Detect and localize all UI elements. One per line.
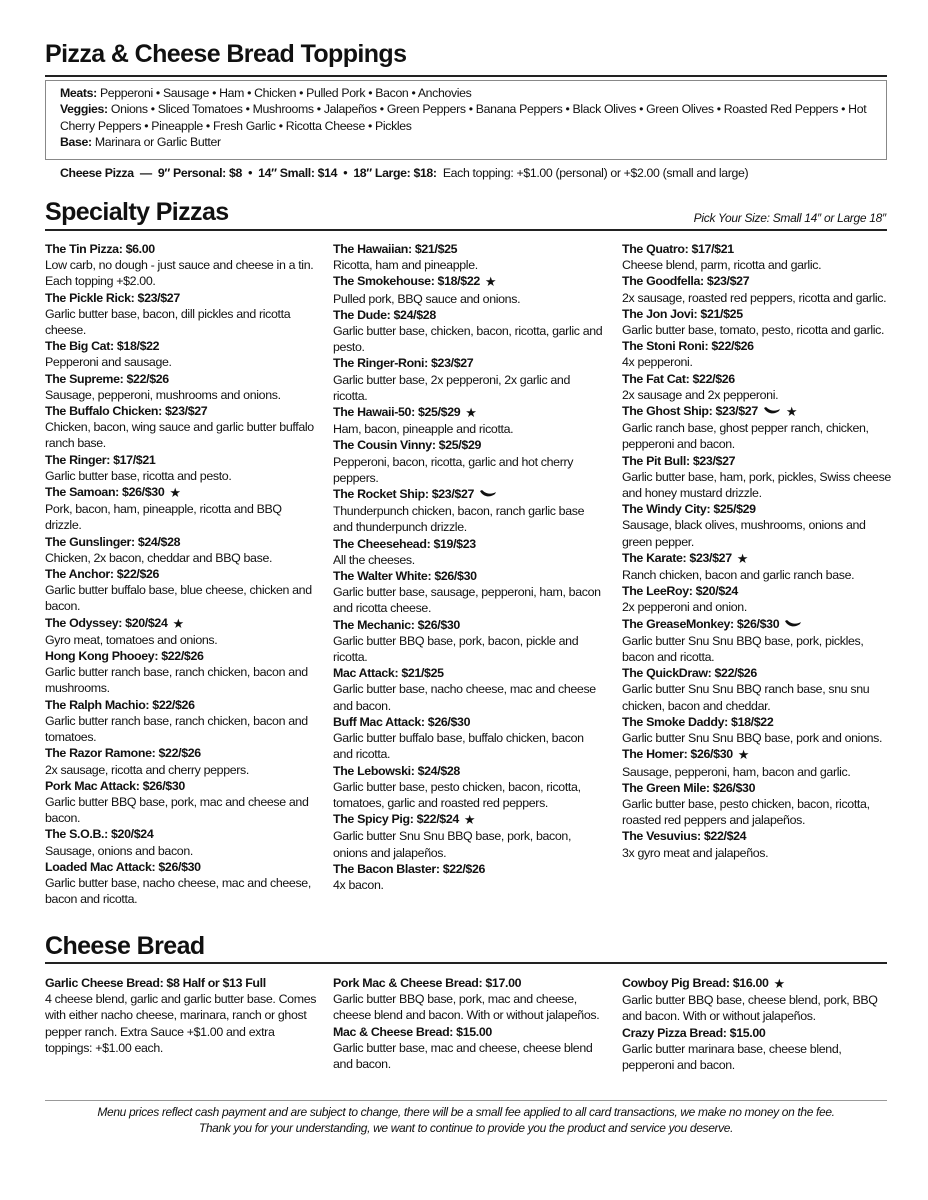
item-title: The Ringer: $17/$21 bbox=[45, 452, 156, 467]
item-title: The Smoke Daddy: $18/$22 bbox=[622, 714, 774, 729]
item-description: 4x pepperoni. bbox=[622, 355, 693, 370]
menu-item bbox=[45, 403, 317, 452]
menu-item bbox=[45, 241, 317, 290]
item-description: Gyro meat, tomatoes and onions. bbox=[45, 632, 218, 647]
menu-item bbox=[45, 534, 317, 566]
item-title: Cowboy Pig Bread: $16.00 bbox=[622, 976, 769, 990]
menu-item bbox=[45, 778, 317, 827]
item-description: Garlic butter Snu Snu BBQ base, pork and onions. bbox=[622, 731, 883, 746]
cheese-pizza-line bbox=[60, 166, 748, 180]
menu-item bbox=[622, 550, 894, 583]
item-title: The Mechanic: $26/$30 bbox=[333, 617, 460, 632]
toppings-heading: Pizza & Cheese Bread Toppings bbox=[45, 40, 407, 68]
item-title: The Windy City: $25/$29 bbox=[622, 502, 756, 517]
star-icon: ★ bbox=[736, 550, 749, 566]
item-title: The GreaseMonkey: $26/$30 bbox=[622, 616, 780, 631]
item-title: The Samoan: $26/$30 bbox=[45, 485, 165, 500]
item-description: 3x gyro meat and jalapeños. bbox=[622, 845, 769, 860]
item-description: Ricotta, ham and pineapple. bbox=[333, 258, 478, 273]
item-title: The Jon Jovi: $21/$25 bbox=[622, 306, 743, 321]
item-title: The Vesuvius: $22/$24 bbox=[622, 829, 747, 844]
menu-item bbox=[333, 861, 605, 893]
star-icon: ★ bbox=[169, 485, 181, 501]
item-description: Garlic butter Snu Snu BBQ base, pork, pickles, bacon and ricotta. bbox=[622, 633, 864, 665]
star-icon: ★ bbox=[785, 404, 798, 420]
menu-item bbox=[333, 763, 605, 812]
item-title: The Big Cat: $18/$22 bbox=[45, 339, 160, 354]
menu-item bbox=[622, 583, 894, 615]
menu-item bbox=[45, 826, 317, 858]
menu-item bbox=[622, 665, 894, 714]
menu-item bbox=[333, 486, 605, 536]
item-title: The Cousin Vinny: $25/$29 bbox=[333, 438, 482, 453]
item-description: 2x sausage, roasted red peppers, ricotta and garlic. bbox=[622, 290, 887, 305]
veggies-line bbox=[60, 101, 872, 134]
item-title: Pork Mac & Cheese Bread: $17.00 bbox=[333, 976, 522, 990]
item-title: The Hawaii-50: $25/$29 bbox=[333, 405, 461, 420]
item-title: The Pit Bull: $23/$27 bbox=[622, 453, 736, 468]
menu-item bbox=[622, 501, 894, 550]
cheese-bread-column-1 bbox=[45, 975, 317, 1056]
menu-item bbox=[622, 746, 894, 779]
menu-item bbox=[45, 745, 317, 777]
item-description: Garlic butter base, 2x pepperoni, 2x garlic and ricotta. bbox=[333, 372, 571, 403]
menu-item bbox=[333, 536, 605, 568]
item-title: Buff Mac Attack: $26/$30 bbox=[333, 714, 471, 729]
cheese-pizza-prices: Cheese Pizza — 9″ Personal: $8 • 14″ Small: $14 • 18″ Large: $18: bbox=[60, 166, 437, 180]
item-description: Garlic butter buffalo base, buffalo chicken, bacon and ricotta. bbox=[333, 731, 584, 762]
menu-item bbox=[333, 1024, 605, 1073]
pepper-icon bbox=[784, 617, 802, 633]
item-description: Garlic butter base, mac and cheese, cheese blend and bacon. bbox=[333, 1040, 593, 1072]
item-description: Garlic butter BBQ base, pork, mac and cheese, cheese blend and bacon. With or without jalapeños. bbox=[333, 992, 600, 1023]
item-description: Pepperoni, bacon, ricotta, garlic and hot cherry peppers. bbox=[333, 454, 574, 485]
item-description: Thunderpunch chicken, bacon, ranch garlic base and thunderpunch drizzle. bbox=[333, 504, 585, 535]
item-description: Garlic ranch base, ghost pepper ranch, chicken, pepperoni and bacon. bbox=[622, 421, 869, 452]
item-description: Pulled pork, BBQ sauce and onions. bbox=[333, 291, 521, 306]
menu-item bbox=[45, 566, 317, 615]
menu-item bbox=[622, 616, 894, 666]
item-title: The QuickDraw: $22/$26 bbox=[622, 666, 757, 681]
item-description: Garlic butter buffalo base, blue cheese, chicken and bacon. bbox=[45, 583, 312, 614]
pepper-icon bbox=[763, 404, 781, 420]
menu-item bbox=[622, 975, 894, 1025]
item-description: Pepperoni and sausage. bbox=[45, 355, 172, 370]
item-title: The Fat Cat: $22/$26 bbox=[622, 371, 735, 386]
item-title: The Ghost Ship: $23/$27 bbox=[622, 404, 758, 419]
menu-item bbox=[622, 403, 894, 453]
cheese-bread-heading: Cheese Bread bbox=[45, 932, 205, 960]
menu-item bbox=[333, 714, 605, 763]
base-list: Marinara or Garlic Butter bbox=[94, 135, 221, 150]
item-description: Garlic butter Snu Snu BBQ ranch base, snu snu chicken, bacon and cheddar. bbox=[622, 682, 870, 713]
menu-item bbox=[333, 811, 605, 861]
menu-item bbox=[622, 714, 894, 746]
item-title: The Green Mile: $26/$30 bbox=[622, 780, 756, 795]
menu-item bbox=[333, 437, 605, 486]
star-icon: ★ bbox=[463, 812, 476, 828]
toppings-box bbox=[45, 80, 887, 160]
item-description: Garlic butter base, chicken, bacon, ricotta, garlic and pesto. bbox=[333, 324, 603, 355]
menu-item bbox=[622, 780, 894, 829]
divider bbox=[45, 962, 887, 964]
divider bbox=[45, 75, 887, 77]
item-description: Garlic butter base, tomato, pesto, ricotta and garlic. bbox=[622, 323, 885, 338]
menu-item bbox=[622, 1025, 894, 1074]
menu-item bbox=[45, 371, 317, 403]
item-title: Crazy Pizza Bread: $15.00 bbox=[622, 1025, 766, 1040]
item-description: Sausage, pepperoni, ham, bacon and garlic. bbox=[622, 764, 851, 779]
item-description: Garlic butter base, pesto chicken, bacon, ricotta, tomatoes, garlic and roasted red peppers. bbox=[333, 779, 581, 810]
item-title: The Hawaiian: $21/$25 bbox=[333, 242, 458, 256]
item-title: The Tin Pizza: $6.00 bbox=[45, 242, 155, 256]
meats-line bbox=[60, 85, 872, 101]
item-description: Sausage, onions and bacon. bbox=[45, 843, 193, 858]
menu-item bbox=[45, 648, 317, 697]
divider bbox=[45, 229, 887, 231]
item-title: The LeeRoy: $20/$24 bbox=[622, 584, 738, 599]
item-description: Ham, bacon, pineapple and ricotta. bbox=[333, 422, 514, 437]
menu-item bbox=[333, 355, 605, 404]
topping-price: Each topping: +$1.00 (personal) or +$2.00 (small and large) bbox=[442, 166, 749, 180]
specialty-column-2 bbox=[333, 241, 605, 893]
specialty-column-1 bbox=[45, 241, 317, 907]
menu-item bbox=[333, 617, 605, 666]
base-label: Base: bbox=[60, 135, 92, 150]
item-title: Mac & Cheese Bread: $15.00 bbox=[333, 1024, 492, 1039]
item-description: 2x sausage and 2x pepperoni. bbox=[622, 387, 779, 402]
base-line bbox=[60, 134, 872, 150]
item-description: Garlic butter base, ham, pork, pickles, Swiss cheese and honey mustard drizzle. bbox=[622, 469, 891, 501]
item-description: Garlic butter BBQ base, cheese blend, pork, BBQ and bacon. With or without jalapeños. bbox=[622, 993, 878, 1024]
item-title: The Smokehouse: $18/$22 bbox=[333, 274, 480, 289]
menu-item bbox=[45, 484, 317, 534]
pepper-icon bbox=[479, 487, 497, 503]
item-title: The Anchor: $22/$26 bbox=[45, 567, 160, 582]
item-description: Garlic butter base, nacho cheese, mac and cheese, bacon and ricotta. bbox=[45, 875, 311, 907]
item-title: The Quatro: $17/$21 bbox=[622, 242, 734, 256]
footer-line-1: Menu prices reflect cash payment and are subject to change, there will be a small fee applied to all card transactions, we make no money on the fee. bbox=[97, 1105, 835, 1119]
specialty-column-3 bbox=[622, 241, 894, 861]
item-title: The Cheesehead: $19/$23 bbox=[333, 536, 476, 551]
menu-item bbox=[622, 241, 894, 273]
cheese-bread-column-2 bbox=[333, 975, 605, 1072]
item-title: The Homer: $26/$30 bbox=[622, 747, 733, 762]
menu-item bbox=[333, 273, 605, 306]
footer-divider bbox=[45, 1100, 887, 1101]
item-title: The Rocket Ship: $23/$27 bbox=[333, 487, 475, 502]
item-title: Mac Attack: $21/$25 bbox=[333, 666, 444, 681]
menu-item bbox=[622, 371, 894, 403]
footer-line-2: Thank you for your understanding, we want to continue to provide you the product and service you deserve. bbox=[198, 1121, 734, 1135]
menu-item bbox=[45, 290, 317, 339]
item-title: The Spicy Pig: $22/$24 bbox=[333, 812, 459, 827]
specialty-heading: Specialty Pizzas bbox=[45, 198, 229, 226]
item-title: The Gunslinger: $24/$28 bbox=[45, 534, 181, 549]
menu-item bbox=[333, 241, 605, 273]
menu-item bbox=[333, 975, 605, 1024]
item-title: The Stoni Roni: $22/$26 bbox=[622, 339, 754, 354]
item-description: 2x sausage, ricotta and cherry peppers. bbox=[45, 762, 249, 777]
item-title: The Dude: $24/$28 bbox=[333, 307, 436, 322]
meats-label: Meats: bbox=[60, 86, 97, 100]
menu-item bbox=[333, 404, 605, 437]
menu-item bbox=[45, 452, 317, 484]
item-description: Garlic butter base, sausage, pepperoni, ham, bacon and ricotta cheese. bbox=[333, 585, 601, 616]
star-icon: ★ bbox=[773, 976, 785, 991]
item-description: Garlic butter base, nacho cheese, mac and cheese and bacon. bbox=[333, 682, 596, 713]
item-description: Chicken, 2x bacon, cheddar and BBQ base. bbox=[45, 550, 273, 565]
item-description: Low carb, no dough - just sauce and cheese in a tin. Each topping +$2.00. bbox=[45, 258, 314, 289]
item-description: Garlic butter base, pesto chicken, bacon, ricotta, roasted red peppers and jalapeños. bbox=[622, 796, 870, 828]
size-note: Pick Your Size: Small 14″ or Large 18″ bbox=[693, 211, 886, 225]
item-description: Garlic butter base, bacon, dill pickles and ricotta cheese. bbox=[45, 306, 291, 338]
item-title: The Buffalo Chicken: $23/$27 bbox=[45, 404, 208, 419]
item-description: Garlic butter BBQ base, pork, mac and cheese and bacon. bbox=[45, 794, 309, 826]
item-description: Garlic butter marinara base, cheese blend, pepperoni and bacon. bbox=[622, 1041, 842, 1073]
item-title: The S.O.B.: $20/$24 bbox=[45, 827, 154, 842]
menu-item bbox=[622, 453, 894, 502]
item-description: Ranch chicken, bacon and garlic ranch base. bbox=[622, 568, 855, 583]
menu-item bbox=[45, 859, 317, 908]
menu-item bbox=[45, 975, 317, 1056]
item-description: 2x pepperoni and onion. bbox=[622, 600, 747, 615]
item-title: The Odyssey: $20/$24 bbox=[45, 615, 168, 630]
star-icon: ★ bbox=[737, 747, 750, 763]
item-title: The Supreme: $22/$26 bbox=[45, 371, 169, 386]
footer-note bbox=[45, 1104, 887, 1136]
item-title: The Ralph Machio: $22/$26 bbox=[45, 697, 195, 712]
menu-item bbox=[622, 273, 894, 305]
item-description: 4 cheese blend, garlic and garlic butter base. Comes with either nacho cheese, marinara, ranch or ghost pepper ranch. Extra Sauce +$1.00 and extra toppings: +$1.00 each. bbox=[45, 992, 317, 1055]
item-title: Loaded Mac Attack: $26/$30 bbox=[45, 859, 201, 874]
item-description: Sausage, pepperoni, mushrooms and onions. bbox=[45, 387, 281, 402]
item-title: The Goodfella: $23/$27 bbox=[622, 274, 750, 289]
menu-item bbox=[45, 615, 317, 648]
item-description: Cheese blend, parm, ricotta and garlic. bbox=[622, 258, 822, 273]
menu-item bbox=[45, 338, 317, 370]
star-icon: ★ bbox=[172, 615, 184, 631]
veggies-list: Onions • Sliced Tomatoes • Mushrooms • Jalapeños • Green Peppers • Banana Peppers • Black Olives • Green Olives • Roasted Red Peppers • Hot Cherry Peppers • Pineapple • Fresh Garlic • Ricotta Cheese • Pickles bbox=[60, 102, 867, 133]
item-title: The Bacon Blaster: $22/$26 bbox=[333, 861, 486, 876]
item-description: Garlic butter BBQ base, pork, bacon, pickle and ricotta. bbox=[333, 633, 579, 665]
item-title: Pork Mac Attack: $26/$30 bbox=[45, 778, 185, 793]
item-title: The Razor Ramone: $22/$26 bbox=[45, 746, 201, 761]
item-title: Garlic Cheese Bread: $8 Half or $13 Full bbox=[45, 976, 266, 990]
cheese-bread-column-3 bbox=[622, 975, 894, 1073]
item-title: Hong Kong Phooey: $22/$26 bbox=[45, 649, 204, 664]
item-title: The Walter White: $26/$30 bbox=[333, 569, 477, 584]
menu-item bbox=[333, 665, 605, 714]
item-title: The Pickle Rick: $23/$27 bbox=[45, 290, 180, 305]
item-description: Sausage, black olives, mushrooms, onions and green pepper. bbox=[622, 518, 866, 549]
item-title: The Lebowski: $24/$28 bbox=[333, 763, 460, 778]
menu-item bbox=[622, 338, 894, 370]
veggies-label: Veggies: bbox=[60, 102, 108, 117]
menu-item bbox=[45, 697, 317, 746]
item-description: 4x bacon. bbox=[333, 877, 384, 892]
item-description: All the cheeses. bbox=[333, 552, 415, 567]
item-description: Chicken, bacon, wing sauce and garlic butter buffalo ranch base. bbox=[45, 420, 314, 451]
item-title: The Ringer-Roni: $23/$27 bbox=[333, 356, 474, 371]
item-description: Pork, bacon, ham, pineapple, ricotta and BBQ drizzle. bbox=[45, 502, 282, 533]
star-icon: ★ bbox=[484, 274, 497, 290]
menu-item bbox=[622, 306, 894, 338]
menu-item bbox=[622, 828, 894, 860]
meats-list: Pepperoni • Sausage • Ham • Chicken • Pulled Pork • Bacon • Anchovies bbox=[99, 86, 472, 100]
item-description: Garlic butter Snu Snu BBQ base, pork, bacon, onions and jalapeños. bbox=[333, 829, 572, 860]
item-title: The Karate: $23/$27 bbox=[622, 550, 732, 565]
star-icon: ★ bbox=[465, 405, 477, 421]
item-description: Garlic butter base, ricotta and pesto. bbox=[45, 468, 232, 483]
item-description: Garlic butter ranch base, ranch chicken, bacon and tomatoes. bbox=[45, 713, 308, 745]
menu-item bbox=[333, 568, 605, 617]
menu-item bbox=[333, 307, 605, 356]
item-description: Garlic butter ranch base, ranch chicken, bacon and mushrooms. bbox=[45, 665, 308, 696]
